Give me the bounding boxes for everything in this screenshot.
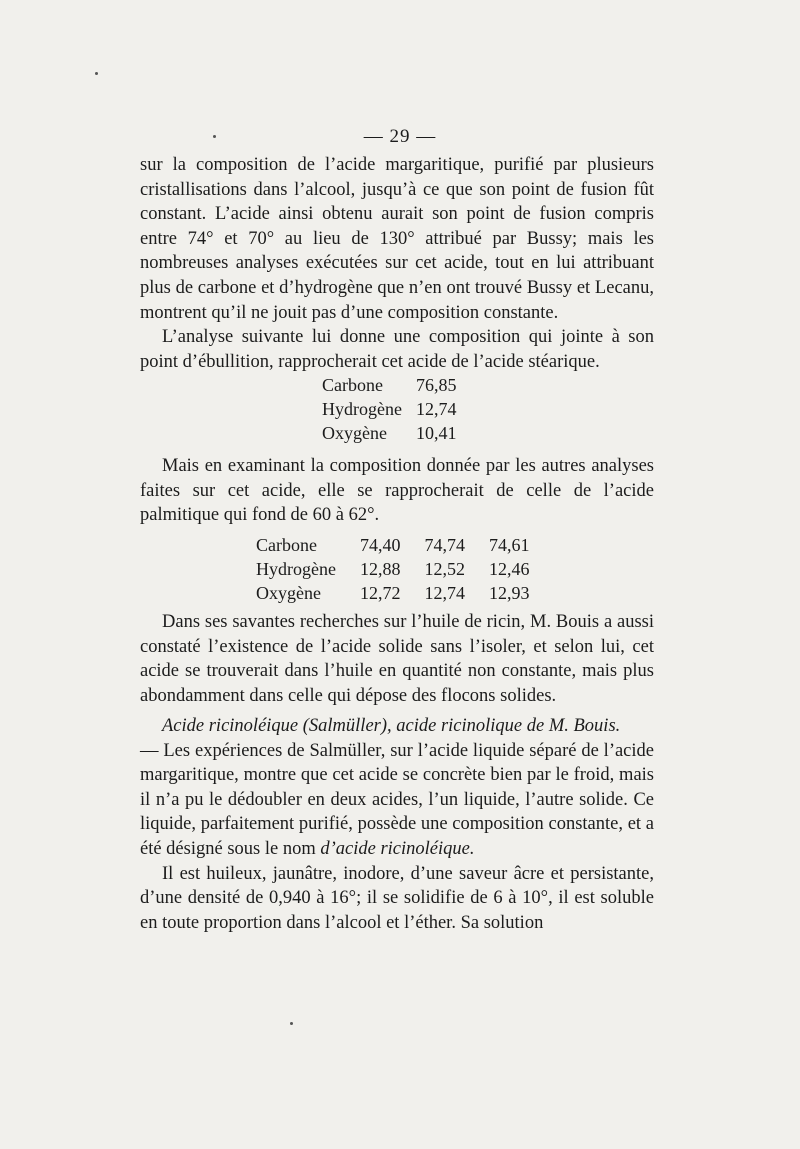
section-heading: Acide ricinoléique (Salmüller), acide ricinolique de M. Bouis. bbox=[162, 716, 621, 736]
page-number: — 29 — bbox=[363, 126, 437, 147]
element-label: Oxygène bbox=[256, 583, 321, 604]
paragraph: Il est huileux, jaunâtre, inodore, d’une saveur âcre et persistante, d’une densité de 0,940 à 16°; il se solidifie de 6 à 10°, il est soluble en toute proportion dans l’alcool et l’éther. Sa solution bbox=[140, 863, 654, 933]
element-label: Carbone bbox=[322, 375, 383, 395]
paragraph: Mais en examinant la composition donnée par les autres analyses faites sur cet acide, elle se rapprocherait de celle de l’acide palmitique qui fond de 60 à 62°. bbox=[140, 456, 654, 526]
element-value: 74,74 bbox=[424, 535, 465, 555]
table-row bbox=[322, 397, 456, 421]
paragraph bbox=[140, 739, 654, 862]
speck bbox=[95, 72, 98, 75]
element-value: 12,72 bbox=[359, 583, 401, 604]
paragraph: L’analyse suivante lui donne une composition qui jointe à son point d’ébullition, rapprocherait cet acide de l’acide stéarique. bbox=[140, 327, 654, 372]
table-row bbox=[256, 533, 529, 557]
paragraph-text: — Les expériences de Salmüller, sur l’acide liquide séparé de l’acide margaritique, montre que cet acide se concrète bien par le froid, mais il n’a pu le dédoubler en deux acides, l’un liquide, l’autre solide. Ce liquide, parfaitement purifié, possède une composition constante, et a été désigné sous le nom bbox=[140, 740, 654, 859]
table-row bbox=[256, 557, 529, 581]
element-value: 12,88 bbox=[359, 559, 401, 580]
table-row bbox=[256, 581, 529, 605]
element-value: 10,41 bbox=[415, 423, 457, 444]
term-italic: d’acide ricinoléique. bbox=[320, 838, 475, 859]
paragraph: Dans ses savantes recherches sur l’huile de ricin, M. Bouis a aussi constaté l’existence de l’acide solide sans l’isoler, et selon lui, cet acide se trouverait dans l’huile en quantité non constante, mais plus abondamment dans celle qui dépose des flocons solides. bbox=[140, 612, 654, 706]
element-value: 74,61 bbox=[488, 535, 530, 555]
text-block-4 bbox=[140, 714, 654, 935]
analysis-table-2 bbox=[256, 533, 529, 606]
element-value: 12,46 bbox=[488, 559, 530, 580]
element-label: Hydrogène bbox=[322, 399, 402, 420]
table-row bbox=[322, 373, 456, 397]
element-value: 76,85 bbox=[415, 375, 457, 395]
element-label: Carbone bbox=[256, 535, 317, 555]
element-value: 12,74 bbox=[424, 583, 465, 604]
text-block-3 bbox=[140, 610, 654, 708]
element-label: Oxygène bbox=[322, 423, 387, 444]
element-label: Hydrogène bbox=[256, 559, 336, 580]
element-value: 74,40 bbox=[359, 535, 401, 555]
element-value: 12,93 bbox=[488, 583, 530, 604]
text-block-2 bbox=[140, 454, 654, 528]
paragraph: sur la composition de l’acide margaritique, purifié par plusieurs cristallisations dans l’alcool, jusqu’à ce que son point de fusion fût constant. L’acide ainsi obtenu aurait son point de fusion compris entre 74° et 70° au lieu de 130° attribué par Bussy; mais les nombreuses analyses exécutées sur cet acide, tout en lui attribuant plus de carbone et d’hydrogène que n’en ont trouvé Bussy et Lecanu, montrent qu’il ne jouit pas d’une composition constante. bbox=[140, 155, 654, 323]
table-row bbox=[322, 421, 456, 445]
analysis-table-1 bbox=[322, 373, 456, 446]
element-value: 12,52 bbox=[424, 559, 465, 580]
text-block-1 bbox=[140, 153, 654, 374]
element-value: 12,74 bbox=[415, 399, 457, 420]
speck bbox=[290, 1022, 293, 1025]
